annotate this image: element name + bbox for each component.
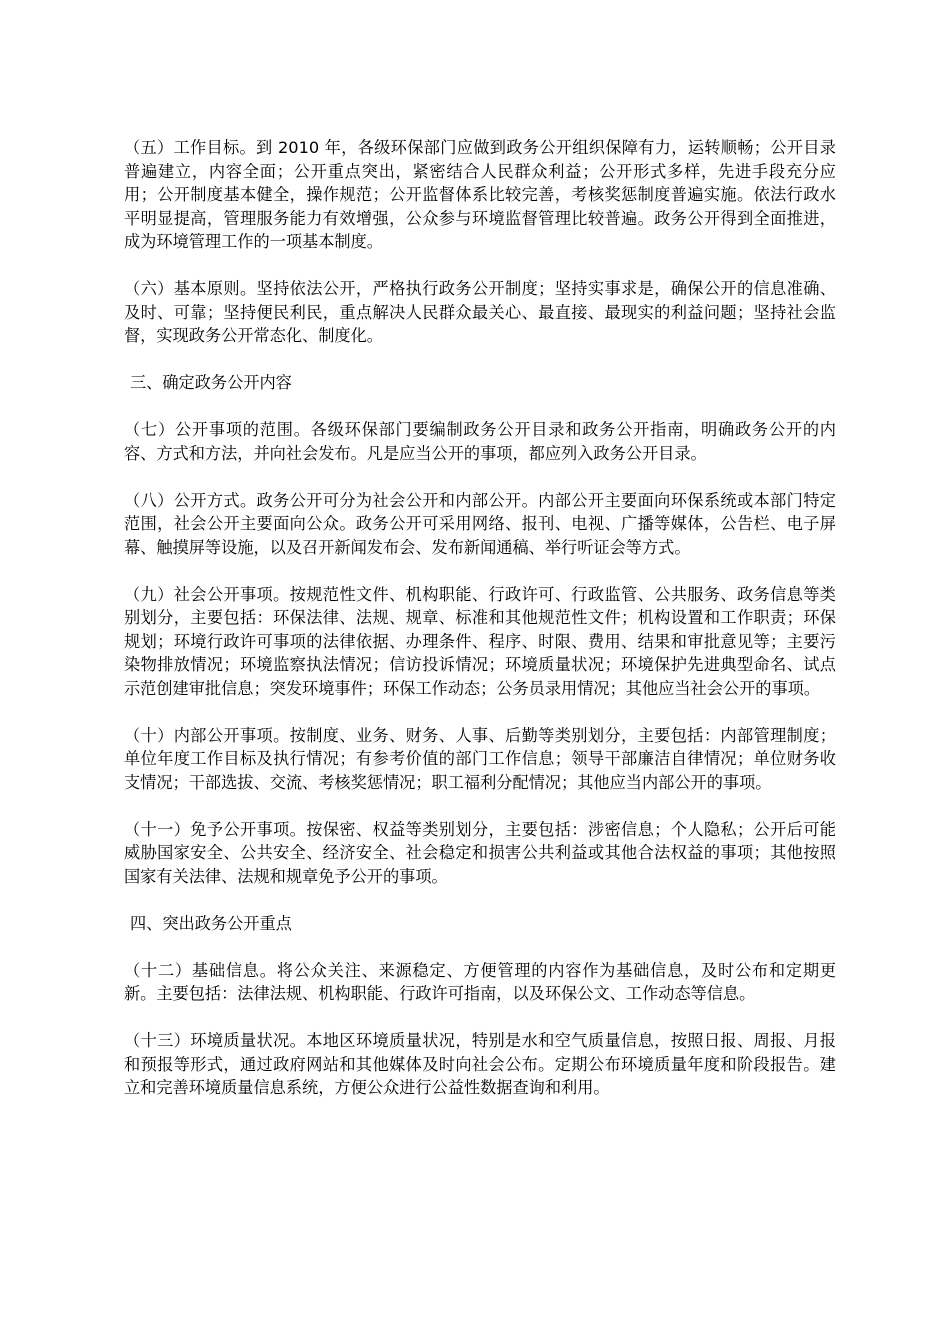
paragraph-internal-disclosure: （十）内部公开事项。按制度、业务、财务、人事、后勤等类别划分，主要包括：内部管理制度；单位年度工作目标及执行情况；有参考价值的部门工作信息；领导干部廉洁自律情况；单位财务收支情况；干部选拔、交流、考核奖惩情况；职工福利分配情况；其他应当内部公开的事项。 bbox=[124, 725, 836, 792]
paragraph-social-disclosure: （九）社会公开事项。按规范性文件、机构职能、行政许可、行政监管、公共服务、政务信息等类别划分，主要包括：环保法律、法规、规章、标准和其他规范性文件；机构设置和工作职责；环保规划；环境行政许可事项的法律依据、办理条件、程序、时限、费用、结果和审批意见等；主要污染物排放情况；环境监察执法情况；信访投诉情况；环境质量状况；环境保护先进典型命名、试点示范创建审批信息；突发环境事件；环保工作动态；公务员录用情况；其他应当社会公开的事项。 bbox=[124, 584, 836, 698]
paragraph-environment-quality: （十三）环境质量状况。本地区环境质量状况，特别是水和空气质量信息，按照日报、周报、月报和预报等形式，通过政府网站和其他媒体及时向社会公布。定期公布环境质量年度和阶段报告。建立和完善环境质量信息系统，方便公众进行公益性数据查询和利用。 bbox=[124, 1031, 836, 1097]
spacer bbox=[124, 935, 836, 959]
section-heading-4: 四、突出政务公开重点 bbox=[130, 913, 292, 933]
document-body bbox=[124, 136, 836, 1100]
paragraph-exempt-disclosure: （十一）免予公开事项。按保密、权益等类别划分，主要包括：涉密信息；个人隐私；公开后可能威胁国家安全、公共安全、经济安全、社会稳定和损害公共利益或其他合法权益的事项；其他按照国家有关法律、法规和规章免予公开的事项。 bbox=[124, 819, 836, 886]
paragraph-basic-info: （十二）基础信息。将公众关注、来源稳定、方便管理的内容作为基础信息，及时公布和定期更新。主要包括：法律法规、机构职能、行政许可指南，以及环保公文、工作动态等信息。 bbox=[124, 960, 836, 1003]
spacer bbox=[124, 559, 836, 583]
spacer bbox=[124, 700, 836, 724]
spacer bbox=[124, 254, 836, 278]
spacer bbox=[124, 794, 836, 818]
paragraph-work-goals: （五）工作目标。到 2010 年，各级环保部门应做到政务公开组织保障有力，运转顺畅；公开目录普遍建立，内容全面；公开重点突出，紧密结合人民群众利益；公开形式多样，先进手段充分应用；公开制度基本健全，操作规范；公开监督体系比较完善，考核奖惩制度普遍实施。依法行政水平明显提高，管理服务能力有效增强，公众参与环境监督管理比较普遍。政务公开得到全面推进，成为环境管理工作的一项基本制度。 bbox=[124, 138, 836, 251]
paragraph-methods: （八）公开方式。政务公开可分为社会公开和内部公开。内部公开主要面向环保系统或本部门特定范围，社会公开主要面向公众。政务公开可采用网络、报刊、电视、广播等媒体，公告栏、电子屏幕、触摸屏等设施，以及召开新闻发布会、发布新闻通稿、举行听证会等方式。 bbox=[124, 490, 836, 557]
section-heading-3: 三、确定政务公开内容 bbox=[130, 373, 292, 392]
spacer bbox=[124, 348, 836, 372]
spacer bbox=[124, 888, 836, 912]
spacer bbox=[124, 395, 836, 419]
spacer bbox=[124, 1006, 836, 1030]
paragraph-basic-principles: （六）基本原则。坚持依法公开，严格执行政务公开制度；坚持实事求是，确保公开的信息准确、及时、可靠；坚持便民利民，重点解决人民群众最关心、最直接、最现实的利益问题；坚持社会监督，实现政务公开常态化、制度化。 bbox=[124, 279, 836, 345]
paragraph-scope: （七）公开事项的范围。各级环保部门要编制政务公开目录和政务公开指南，明确政务公开的内容、方式和方法，并向社会发布。凡是应当公开的事项，都应列入政务公开目录。 bbox=[124, 420, 836, 463]
spacer bbox=[124, 465, 836, 489]
